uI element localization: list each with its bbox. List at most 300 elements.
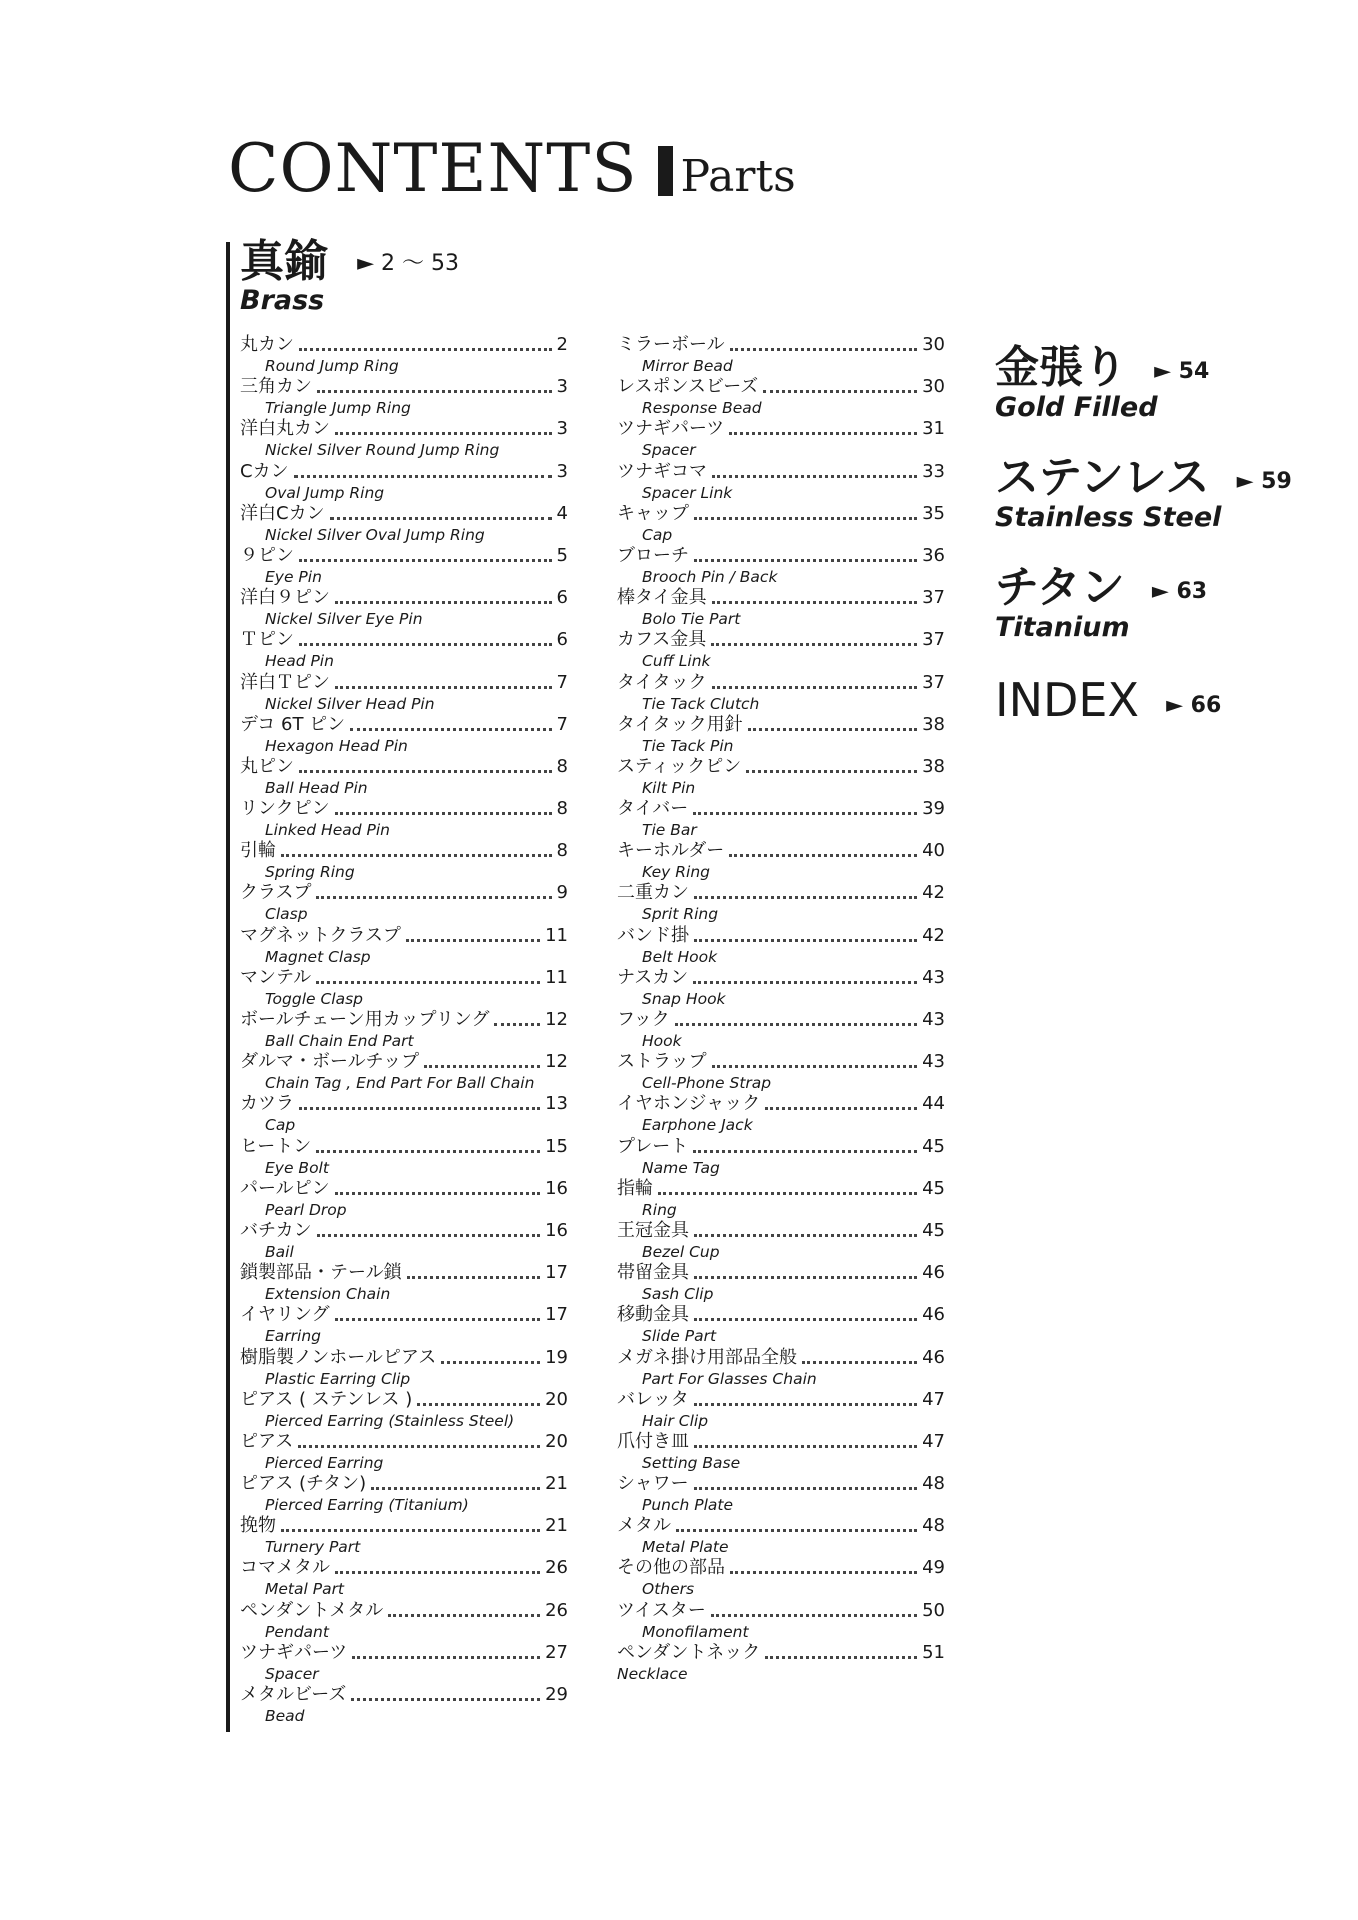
- section-stainless-steel[interactable]: [995, 453, 1292, 533]
- entry-title-en: Pierced Earring (Stainless Steel): [265, 1411, 515, 1430]
- dot-leader: [406, 939, 540, 942]
- entry-title-en: Ring: [642, 1200, 677, 1219]
- entry-page-number[interactable]: 47: [922, 1430, 945, 1452]
- toc-entry-row: [240, 1514, 568, 1538]
- entry-title-en: Key Ring: [642, 863, 710, 882]
- toc-entry-row: [240, 755, 568, 779]
- entry-title-en: Triangle Jump Ring: [265, 399, 411, 418]
- entry-page-number[interactable]: 13: [545, 1093, 568, 1115]
- dot-leader: [694, 1445, 917, 1448]
- toc-entry-row: [240, 417, 568, 441]
- entry-page-number[interactable]: 30: [922, 376, 945, 398]
- entry-title-jp: 鎖製部品・テール鎖: [240, 1262, 402, 1284]
- toc-entry-row: [617, 1641, 945, 1665]
- toc-entry[interactable]: [240, 1303, 568, 1345]
- entry-title-en: Oval Jump Ring: [265, 483, 385, 502]
- toc-entry[interactable]: [617, 1514, 945, 1556]
- entry-page-number[interactable]: 38: [922, 713, 945, 735]
- entry-title-en: Spring Ring: [265, 863, 355, 882]
- toc-entry-row: [617, 1303, 945, 1327]
- entry-title-en: Brooch Pin / Back: [642, 567, 778, 586]
- entry-title-jp: Ｔピン: [240, 629, 294, 651]
- entry-page-number[interactable]: 17: [545, 1262, 568, 1284]
- entry-title-jp: ダルマ・ボールチップ: [240, 1051, 420, 1073]
- toc-entry-row: [240, 966, 568, 990]
- entry-page-number[interactable]: 6: [556, 587, 568, 609]
- dot-leader: [712, 601, 917, 604]
- entry-page-number[interactable]: 48: [922, 1515, 945, 1537]
- entry-page-number[interactable]: 20: [545, 1388, 568, 1410]
- dot-leader: [693, 1150, 917, 1153]
- entry-page-number[interactable]: 46: [922, 1346, 945, 1368]
- dot-leader: [299, 1107, 540, 1110]
- dot-leader: [711, 1614, 917, 1617]
- entry-title-jp: 引輪: [240, 840, 276, 862]
- entry-page-number[interactable]: 46: [922, 1304, 945, 1326]
- toc-entry[interactable]: [240, 1683, 568, 1725]
- entry-title-jp: フック: [617, 1009, 670, 1030]
- toc-entry[interactable]: [240, 1599, 568, 1641]
- entry-title-en: Turnery Part: [265, 1538, 361, 1557]
- toc-entry[interactable]: [240, 1135, 568, 1177]
- entry-title-jp: 二重カン: [617, 882, 689, 904]
- entry-page-number[interactable]: 11: [545, 924, 568, 946]
- entry-title-jp: ピアス ( ステンレス ): [240, 1388, 413, 1410]
- toc-entry[interactable]: [617, 544, 945, 586]
- entry-title-jp: リンクピン: [240, 798, 330, 820]
- toc-entry-row: [617, 839, 945, 863]
- entry-title-en: Nickel Silver Oval Jump Ring: [265, 525, 485, 544]
- entry-page-number[interactable]: 3: [556, 376, 568, 398]
- entry-page-number[interactable]: 19: [545, 1346, 568, 1368]
- entry-title-jp: ナスカン: [617, 966, 689, 988]
- toc-entry-row: [617, 628, 945, 652]
- entry-title-en: Pierced Earring: [265, 1453, 384, 1472]
- toc-entry[interactable]: [617, 1472, 945, 1514]
- toc-entry[interactable]: [617, 1388, 945, 1430]
- entry-title-jp: カフス金具: [617, 629, 707, 651]
- dot-leader: [417, 1403, 540, 1406]
- toc-entry[interactable]: [617, 1219, 945, 1261]
- entry-page-number[interactable]: 38: [922, 755, 945, 777]
- section-gold-filled[interactable]: [995, 343, 1209, 423]
- toc-entry-row: [240, 881, 568, 905]
- entry-page-number[interactable]: 26: [545, 1599, 568, 1621]
- dot-leader: [298, 1445, 540, 1448]
- dot-leader: [694, 896, 917, 899]
- toc-entry-row: [240, 797, 568, 821]
- entry-title-en: Belt Hook: [642, 947, 718, 966]
- entry-title-en: Chain Tag , End Part For Ball Chain: [265, 1074, 535, 1093]
- toc-entry-row: [617, 502, 945, 526]
- dot-leader: [299, 770, 552, 773]
- toc-entry[interactable]: [240, 881, 568, 923]
- dot-leader: [335, 1192, 540, 1195]
- toc-entry-row: [240, 375, 568, 399]
- toc-entry[interactable]: [240, 1472, 568, 1514]
- entry-title-en: Plastic Earring Clip: [265, 1369, 411, 1388]
- toc-entry[interactable]: [617, 1261, 945, 1303]
- entry-page-number[interactable]: 16: [545, 1177, 568, 1199]
- entry-title-en: Necklace: [617, 1664, 688, 1683]
- entry-title-jp: バチカン: [240, 1219, 312, 1241]
- dot-leader: [317, 390, 552, 393]
- toc-entry[interactable]: [240, 839, 568, 881]
- dot-leader: [281, 1529, 540, 1532]
- dot-leader: [730, 348, 917, 351]
- entry-page-number[interactable]: 7: [556, 671, 568, 693]
- toc-entry-row: [617, 417, 945, 441]
- toc-entry-row: [240, 586, 568, 610]
- entry-title-jp: バレッタ: [617, 1388, 689, 1410]
- entry-page-number[interactable]: 3: [556, 418, 568, 440]
- section-page[interactable]: ► 54: [1154, 359, 1210, 384]
- entry-title-jp: メタル: [617, 1515, 671, 1537]
- toc-entry[interactable]: [617, 375, 945, 417]
- entry-page-number[interactable]: 30: [922, 334, 945, 355]
- entry-page-number[interactable]: 7: [556, 713, 568, 735]
- entry-title-jp: ストラップ: [617, 1051, 707, 1073]
- entry-title-en: Metal Plate: [642, 1538, 729, 1557]
- dot-leader: [299, 643, 552, 646]
- entry-page-number[interactable]: 27: [545, 1641, 568, 1663]
- toc-entry[interactable]: [240, 1219, 568, 1261]
- toc-entry[interactable]: [240, 1346, 568, 1388]
- toc-entry[interactable]: [617, 797, 945, 839]
- toc-entry-row: [617, 1556, 945, 1580]
- toc-entry[interactable]: [240, 1388, 568, 1430]
- entry-title-jp: コマメタル: [240, 1557, 330, 1579]
- entry-page-number[interactable]: 42: [922, 924, 945, 946]
- entry-title-jp: ９ピン: [240, 544, 294, 566]
- entry-page-number[interactable]: 15: [545, 1135, 568, 1157]
- dot-leader: [712, 686, 917, 689]
- section-title-jp: ステンレス: [995, 452, 1210, 503]
- entry-title-en: Snap Hook: [642, 989, 726, 1008]
- brass-section-rule: [226, 242, 230, 1732]
- dot-leader: [746, 770, 917, 773]
- entry-title-jp: ボールチェーン用カップリング: [240, 1009, 490, 1030]
- toc-entry[interactable]: [240, 1092, 568, 1134]
- toc-entry[interactable]: [240, 1556, 568, 1598]
- dot-leader: [335, 686, 552, 689]
- entry-title-en: Ball Head Pin: [265, 778, 368, 797]
- toc-entry[interactable]: [240, 375, 568, 417]
- entry-title-en: Nickel Silver Eye Pin: [265, 610, 423, 629]
- entry-page-number[interactable]: 9: [556, 882, 568, 904]
- toc-entry[interactable]: [617, 1008, 945, 1050]
- entry-title-en: Linked Head Pin: [265, 821, 390, 840]
- toc-entry-row: [240, 1346, 568, 1370]
- toc-entry-row: [240, 1008, 568, 1032]
- entry-page-number[interactable]: 3: [556, 460, 568, 482]
- entry-title-en: Extension Chain: [265, 1285, 391, 1304]
- dot-leader: [693, 812, 917, 815]
- page-title: CONTENTS: [228, 130, 638, 207]
- entry-page-number[interactable]: 21: [545, 1473, 568, 1495]
- toc-entry-row: [240, 713, 568, 737]
- entry-page-number[interactable]: 45: [922, 1177, 945, 1199]
- contents-title: [228, 130, 796, 207]
- toc-entry-row: [240, 502, 568, 526]
- section-index[interactable]: [995, 675, 1221, 725]
- entry-page-number[interactable]: 6: [556, 629, 568, 651]
- entry-title-jp: キャップ: [617, 502, 689, 524]
- dot-leader: [494, 1023, 540, 1026]
- entry-page-number[interactable]: 20: [545, 1430, 568, 1452]
- toc-entry-row: [617, 755, 945, 779]
- toc-entry-row: [240, 460, 568, 484]
- entry-title-jp: カツラ: [240, 1093, 294, 1115]
- entry-page-number[interactable]: 49: [922, 1557, 945, 1579]
- entry-page-number[interactable]: 37: [922, 587, 945, 609]
- toc-entry-row: [240, 1219, 568, 1243]
- entry-page-number[interactable]: 43: [922, 1051, 945, 1073]
- toc-entry[interactable]: [240, 713, 568, 755]
- toc-entry[interactable]: [617, 713, 945, 755]
- dot-leader: [330, 517, 552, 520]
- entry-title-jp: 洋白９ピン: [240, 587, 330, 609]
- toc-entry[interactable]: [617, 1177, 945, 1219]
- entry-page-number[interactable]: 8: [556, 755, 568, 777]
- entry-title-en: Others: [642, 1580, 695, 1599]
- dot-leader: [675, 1023, 917, 1026]
- toc-entry[interactable]: [240, 460, 568, 502]
- toc-entry[interactable]: [240, 502, 568, 544]
- dot-leader: [371, 1487, 540, 1490]
- toc-entry[interactable]: [240, 586, 568, 628]
- toc-entry[interactable]: [617, 1303, 945, 1345]
- section-page[interactable]: ► 59: [1236, 469, 1292, 494]
- entry-title-jp: 爪付き皿: [617, 1430, 689, 1452]
- toc-entry[interactable]: [617, 755, 945, 797]
- entry-title-en: Ball Chain End Part: [265, 1032, 414, 1050]
- entry-page-number[interactable]: 2: [556, 334, 568, 355]
- toc-entry-row: [240, 839, 568, 863]
- entry-title-jp: レスポンスビーズ: [617, 376, 759, 398]
- toc-entry[interactable]: [240, 417, 568, 459]
- section-page[interactable]: ► 66: [1166, 693, 1222, 718]
- toc-entry[interactable]: [240, 755, 568, 797]
- dot-leader: [299, 348, 552, 351]
- page-subtitle: Parts: [680, 151, 796, 202]
- entry-page-number[interactable]: 45: [922, 1219, 945, 1241]
- entry-title-jp: ツナギコマ: [617, 460, 707, 482]
- entry-title-en: Clasp: [265, 905, 308, 924]
- toc-entry[interactable]: [240, 333, 568, 375]
- toc-entry[interactable]: [240, 1430, 568, 1472]
- dot-leader: [765, 1656, 917, 1659]
- toc-entry[interactable]: [240, 1177, 568, 1219]
- toc-entry[interactable]: [240, 1641, 568, 1683]
- toc-entry-row: [617, 881, 945, 905]
- entry-title-en: Pendant: [265, 1622, 329, 1641]
- entry-title-en: Tie Bar: [642, 821, 697, 840]
- entry-page-number[interactable]: 48: [922, 1473, 945, 1495]
- toc-entry-row: [240, 1177, 568, 1201]
- toc-entry-row: [617, 1346, 945, 1370]
- entry-page-number[interactable]: 21: [545, 1515, 568, 1537]
- dot-leader: [441, 1361, 540, 1364]
- toc-entry-row: [617, 333, 945, 357]
- entry-page-number[interactable]: 4: [556, 502, 568, 524]
- entry-title-jp: その他の部品: [617, 1557, 725, 1579]
- toc-entry-row: [617, 1135, 945, 1159]
- entry-title-en: Nickel Silver Head Pin: [265, 694, 435, 713]
- toc-entry[interactable]: [240, 628, 568, 670]
- toc-entry[interactable]: [617, 628, 945, 670]
- entry-title-en: Tie Tack Pin: [642, 736, 734, 755]
- toc-entry[interactable]: [617, 1346, 945, 1388]
- toc-entry[interactable]: [240, 1514, 568, 1556]
- section-title-jp: 金張り: [995, 342, 1127, 393]
- dot-leader: [407, 1276, 540, 1279]
- dot-leader: [281, 854, 552, 857]
- toc-entry-row: [240, 1472, 568, 1496]
- entry-title-jp: マグネットクラスプ: [240, 924, 401, 946]
- entry-page-number[interactable]: 50: [922, 1599, 945, 1621]
- section-title-en: Stainless Steel: [995, 502, 1222, 533]
- dot-leader: [388, 1614, 540, 1617]
- toc-entry[interactable]: [617, 1135, 945, 1177]
- toc-entry-row: [240, 1388, 568, 1412]
- toc-entry-row: [240, 1430, 568, 1454]
- entry-title-jp: タイタック用針: [617, 713, 743, 735]
- entry-page-number[interactable]: 11: [545, 966, 568, 988]
- entry-page-number[interactable]: 37: [922, 629, 945, 651]
- entry-page-number[interactable]: 29: [545, 1684, 568, 1705]
- section-title-en: Gold Filled: [995, 392, 1158, 423]
- entry-page-number[interactable]: 8: [556, 840, 568, 862]
- entry-title-jp: 移動金具: [617, 1304, 689, 1326]
- entry-page-number[interactable]: 16: [545, 1219, 568, 1241]
- entry-page-number[interactable]: 12: [545, 1051, 568, 1073]
- toc-entry[interactable]: [617, 881, 945, 923]
- toc-entry[interactable]: [240, 1261, 568, 1303]
- section-titanium[interactable]: [995, 563, 1207, 643]
- entry-page-number[interactable]: 40: [922, 840, 945, 862]
- dot-leader: [350, 728, 551, 731]
- entry-title-jp: バンド掛: [617, 924, 689, 946]
- dot-leader: [317, 1234, 540, 1237]
- toc-entry[interactable]: [617, 1050, 945, 1092]
- entry-page-number[interactable]: 5: [556, 544, 568, 566]
- entry-title-en: Pearl Drop: [265, 1200, 347, 1219]
- entry-page-number[interactable]: 31: [922, 418, 945, 440]
- toc-entry[interactable]: [240, 544, 568, 586]
- toc-entry[interactable]: [617, 1092, 945, 1134]
- entry-page-number[interactable]: 37: [922, 671, 945, 693]
- toc-entry[interactable]: [617, 460, 945, 502]
- toc-entry[interactable]: [617, 502, 945, 544]
- entry-title-jp: 洋白Cカン: [240, 502, 325, 524]
- toc-entry-row: [617, 713, 945, 737]
- dot-leader: [694, 1318, 917, 1321]
- toc-entry-row: [617, 966, 945, 990]
- entry-page-number[interactable]: 35: [922, 502, 945, 524]
- toc-entry[interactable]: [240, 671, 568, 713]
- toc-entry[interactable]: [617, 924, 945, 966]
- entry-title-jp: 洋白丸カン: [240, 418, 330, 440]
- entry-page-number[interactable]: 8: [556, 798, 568, 820]
- entry-title-en: Earring: [265, 1327, 322, 1346]
- entry-title-en: Hair Clip: [642, 1411, 709, 1430]
- toc-entry[interactable]: [617, 1430, 945, 1472]
- entry-title-en: Head Pin: [265, 652, 334, 671]
- entry-title-en: Name Tag: [642, 1158, 720, 1177]
- toc-entry[interactable]: [617, 839, 945, 881]
- entry-title-jp: 指輪: [617, 1177, 653, 1199]
- toc-entry[interactable]: [240, 924, 568, 966]
- entry-page-number[interactable]: 33: [922, 460, 945, 482]
- dot-leader: [694, 1234, 917, 1237]
- entry-title-en: Setting Base: [642, 1453, 741, 1472]
- toc-entry-row: [240, 1599, 568, 1623]
- entry-title-en: Mirror Bead: [642, 357, 733, 375]
- entry-page-number[interactable]: 12: [545, 1009, 568, 1030]
- dot-leader: [694, 1276, 917, 1279]
- entry-page-number[interactable]: 26: [545, 1557, 568, 1579]
- toc-entry[interactable]: [617, 671, 945, 713]
- section-page[interactable]: ► 63: [1151, 579, 1208, 604]
- toc-entry[interactable]: [617, 1599, 945, 1641]
- entry-title-en: Toggle Clasp: [265, 989, 364, 1008]
- toc-entry-row: [617, 1472, 945, 1496]
- dot-leader: [658, 1192, 917, 1195]
- dot-leader: [316, 896, 551, 899]
- entry-title-jp: ピアス (チタン): [240, 1473, 367, 1495]
- toc-entry-row: [617, 1008, 945, 1032]
- dot-leader: [299, 559, 552, 562]
- entry-title-jp: デコ 6T ピン: [240, 713, 346, 735]
- toc-entry-row: [240, 333, 568, 357]
- entry-page-number[interactable]: 44: [922, 1093, 945, 1115]
- toc-entry[interactable]: [617, 417, 945, 459]
- toc-entry-row: [617, 544, 945, 568]
- entry-page-number[interactable]: 51: [922, 1641, 945, 1663]
- entry-page-number[interactable]: 47: [922, 1388, 945, 1410]
- entry-page-number[interactable]: 17: [545, 1304, 568, 1326]
- toc-entry[interactable]: [240, 1050, 568, 1092]
- entry-title-jp: 丸カン: [240, 334, 294, 355]
- toc-entry[interactable]: [240, 966, 568, 1008]
- entry-page-number[interactable]: 39: [922, 798, 945, 820]
- entry-page-number[interactable]: 43: [922, 1009, 945, 1030]
- entry-page-number[interactable]: 46: [922, 1262, 945, 1284]
- toc-entry-row: [240, 671, 568, 695]
- toc-entry-row: [617, 1599, 945, 1623]
- entry-title-jp: ピアス: [240, 1430, 294, 1452]
- entry-title-jp: Cカン: [240, 460, 289, 482]
- brass-page-range[interactable]: ► 2 ～ 53: [357, 251, 459, 276]
- toc-entry[interactable]: [617, 586, 945, 628]
- entry-page-number[interactable]: 43: [922, 966, 945, 988]
- entry-title-jp: ペンダントネック: [617, 1641, 761, 1663]
- entry-page-number[interactable]: 36: [922, 544, 945, 566]
- toc-entry[interactable]: [617, 333, 945, 375]
- toc-entry-row: [617, 586, 945, 610]
- entry-title-jp: メガネ掛け用部品全般: [617, 1346, 797, 1368]
- entry-page-number[interactable]: 45: [922, 1135, 945, 1157]
- toc-entry[interactable]: [240, 797, 568, 839]
- toc-entry[interactable]: [617, 1641, 945, 1683]
- toc-entry[interactable]: [617, 966, 945, 1008]
- entry-title-jp: 樹脂製ノンホールピアス: [240, 1346, 437, 1368]
- toc-entry[interactable]: [617, 1556, 945, 1598]
- toc-entry[interactable]: [240, 1008, 568, 1050]
- entry-page-number[interactable]: 42: [922, 882, 945, 904]
- toc-entry-row: [617, 1219, 945, 1243]
